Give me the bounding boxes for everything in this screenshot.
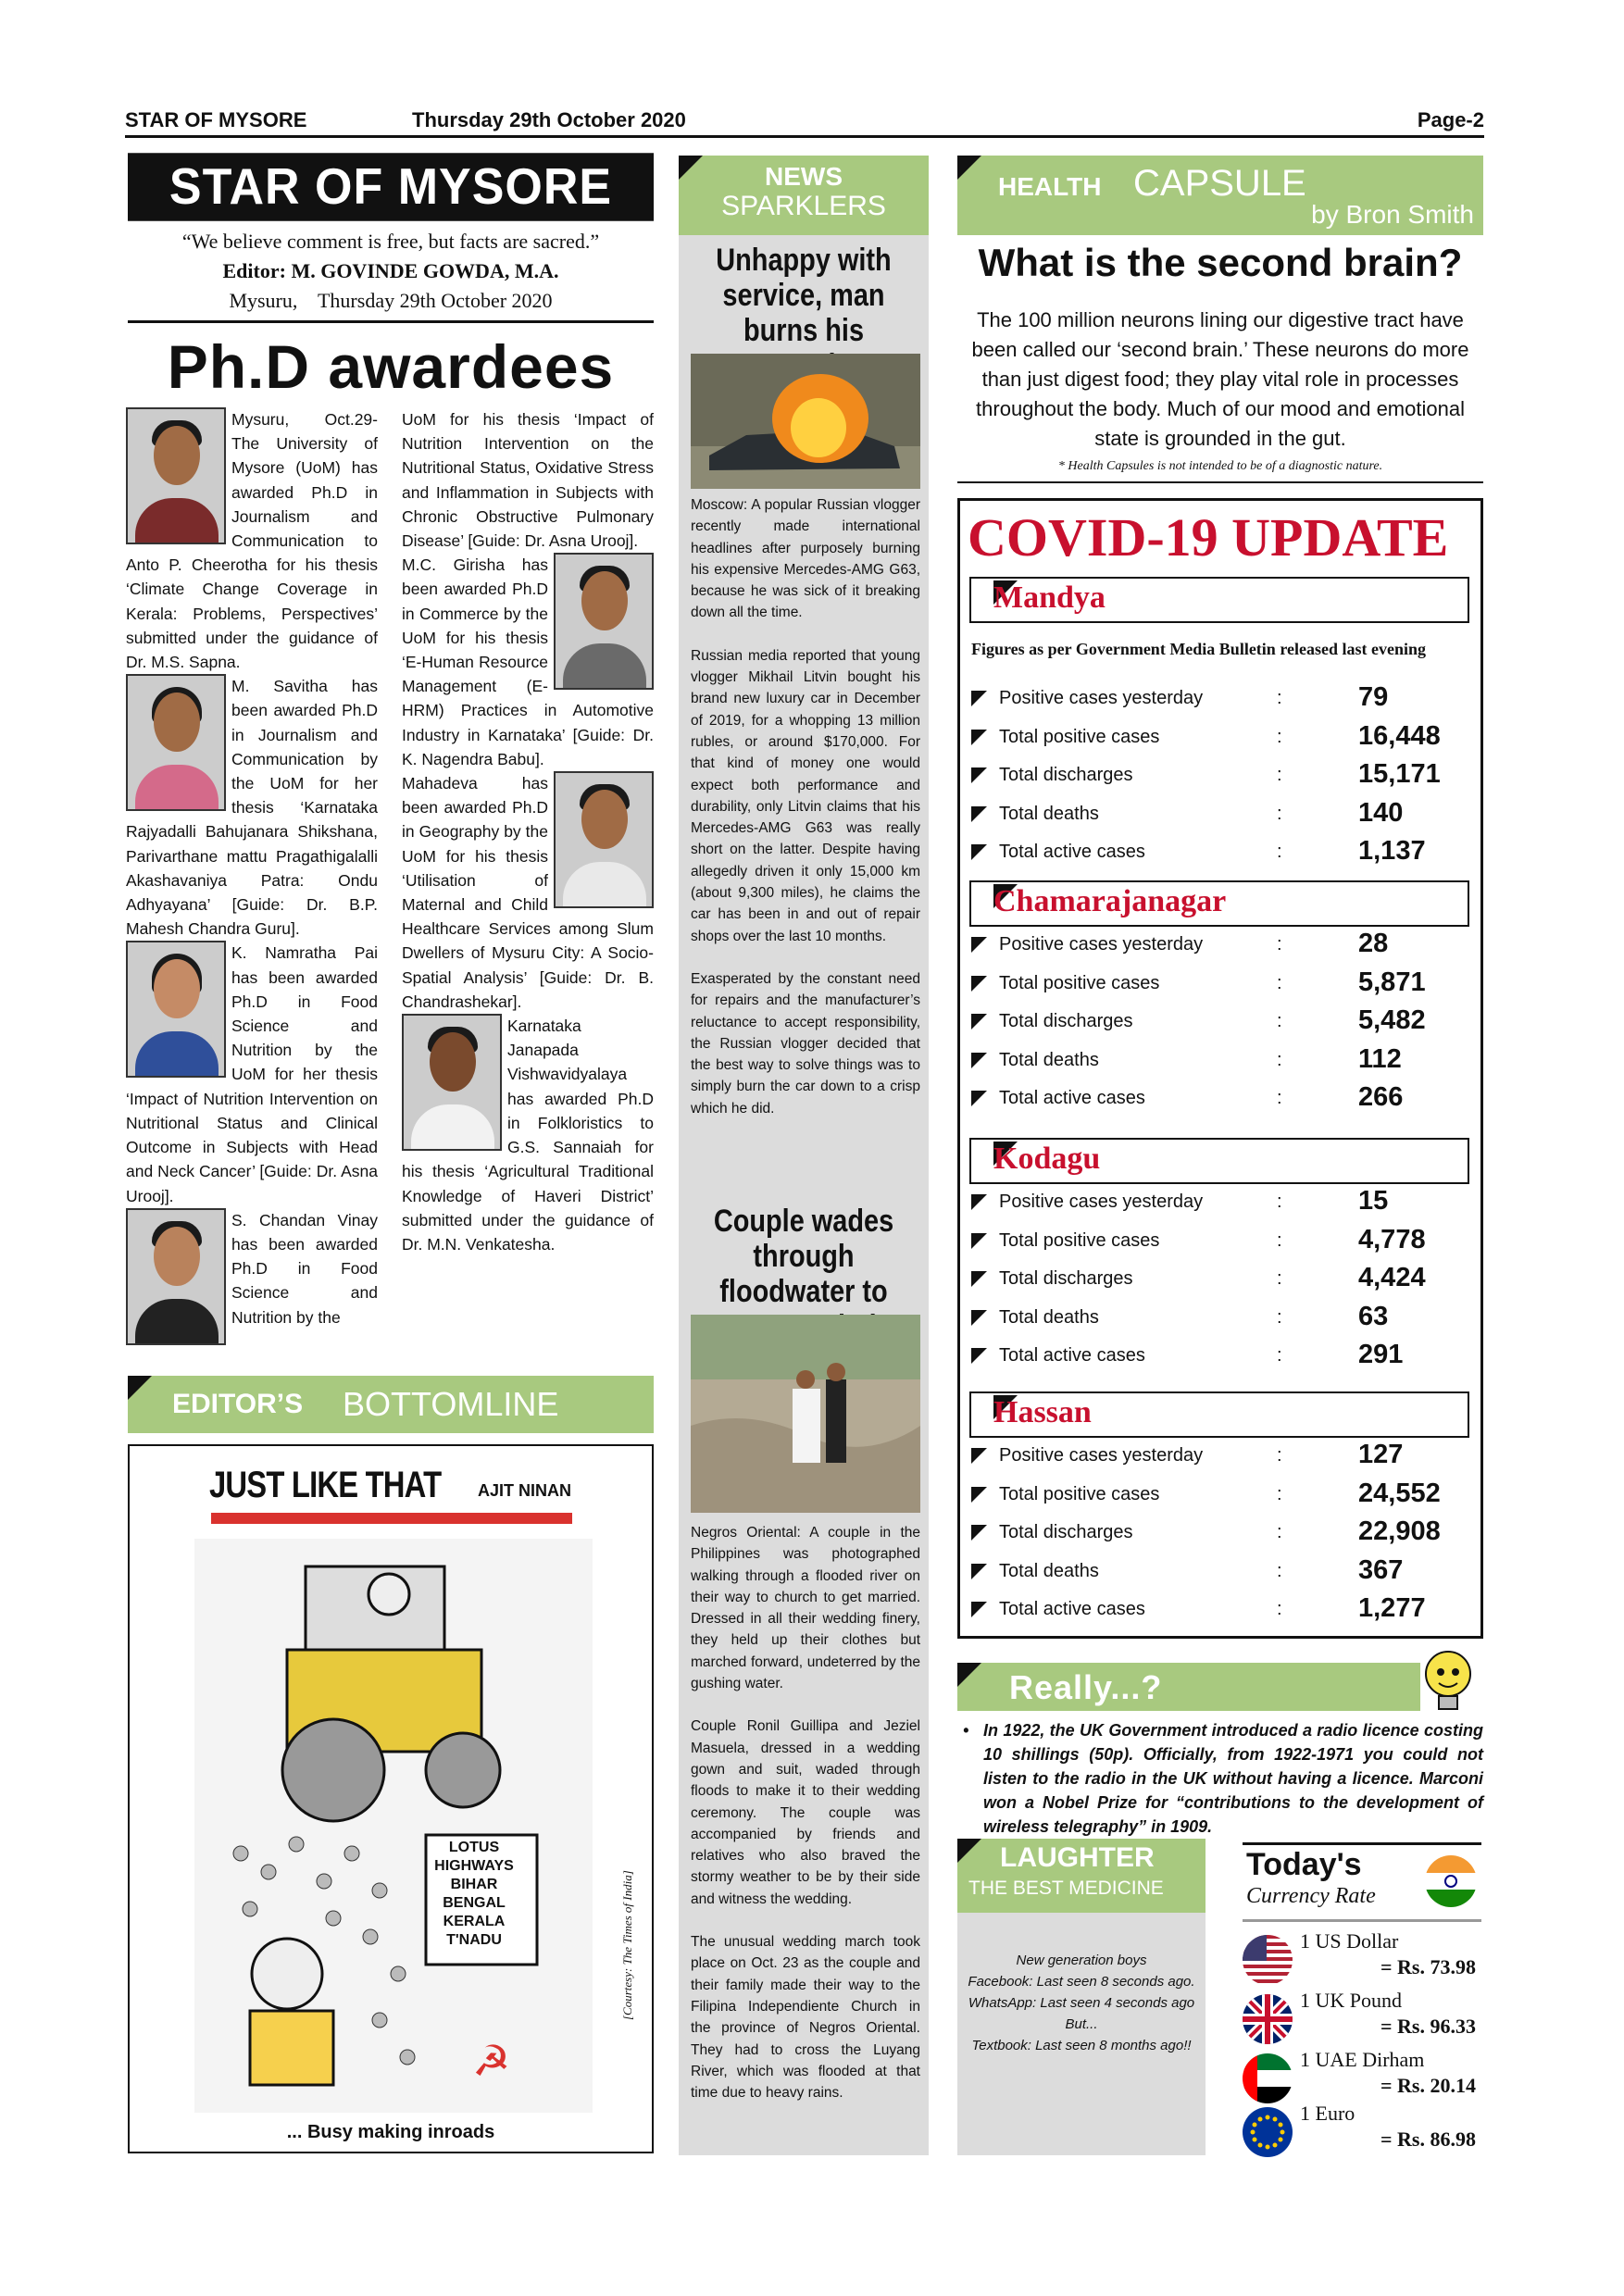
row-triangle-icon <box>971 806 987 822</box>
district-name: Kodagu <box>993 1142 1101 1176</box>
cartoon-red-rule <box>211 1513 572 1524</box>
covid-label: Total discharges <box>999 1011 1133 1031</box>
uk-flag-icon <box>1243 1994 1293 2044</box>
cartoon-caption: ... Busy making inroads <box>286 2122 495 2142</box>
banner-bold-text: EDITOR’S <box>172 1389 304 1419</box>
district-box-mandya <box>969 577 1469 623</box>
covid-value: 266 <box>1358 1082 1404 1112</box>
phd-entry: S. Chandan Vinay has been awarded Ph.D in Food Science and Nutrition by the <box>126 1208 378 1329</box>
eu-flag-icon <box>1243 2107 1293 2157</box>
story2-headline: Couple wades through floodwater to <box>713 1204 894 1309</box>
district-box-kodagu <box>969 1138 1469 1184</box>
phd-entry: M.C. Girisha has been awarded Ph.D in Commerce by the UoM for his thesis ‘E-Human Resource Management (E-HRM) Practices in Automotive Industry in Karnataka’ [Guide: Dr. K. Nagendra Babu]. <box>402 553 654 771</box>
covid-row <box>971 1044 1471 1078</box>
row-triangle-icon <box>971 1448 987 1464</box>
corner-triangle-icon <box>128 1376 152 1400</box>
covid-colon: : <box>1277 1599 1282 1619</box>
laughter-title: LAUGHTER <box>1000 1842 1155 1873</box>
story-paragraph: Couple Ronil Guillipa and Jeziel Masuela, dressed in a wedding gown and suit, waded through floods to make it to their wedding ceremony. The couple was accompanied by friends and relatives who also braved the stormy weather to be by their side and witness the wedding. <box>691 1718 920 1907</box>
covid-row <box>971 929 1471 962</box>
currency-rate: = Rs. 86.98 <box>1380 2128 1476 2151</box>
currency-header <box>1243 1842 1481 1922</box>
district-name: Chamarajanagar <box>993 884 1227 918</box>
covid-colon: : <box>1277 1229 1282 1251</box>
corner-triangle-icon <box>957 156 981 180</box>
covid-value: 1,277 <box>1358 1593 1426 1623</box>
covid-row <box>971 1479 1471 1512</box>
row-triangle-icon <box>971 1525 987 1541</box>
currency-name: 1 UK Pound <box>1300 1989 1403 2012</box>
phd-column-1 <box>126 407 378 1361</box>
currency-rate: = Rs. 20.14 <box>1380 2074 1476 2097</box>
row-triangle-icon <box>971 691 987 706</box>
story2-body <box>691 1522 920 2103</box>
row-triangle-icon <box>971 1348 987 1364</box>
currency-name: 1 Euro <box>1300 2102 1355 2125</box>
covid-label: Total positive cases <box>999 972 1160 993</box>
covid-colon: : <box>1277 803 1282 824</box>
district-box-hassan <box>969 1391 1469 1438</box>
covid-colon: : <box>1277 1306 1282 1328</box>
covid-colon: : <box>1277 934 1282 955</box>
currency-title: Today's <box>1246 1847 1362 1882</box>
covid-value: 79 <box>1358 682 1389 712</box>
story-paragraph: The unusual wedding march took place on Oct. 23 as the couple and their family made their way to the Filipina Independiente Church in the province of Negros Oriental. They had to cross the Luyang River, which was flooded at that time due to heavy rains. <box>691 1934 920 2102</box>
joke-line: Facebook: Last seen 8 seconds ago. <box>968 1974 1195 1990</box>
covid-value: 127 <box>1358 1440 1404 1469</box>
row-triangle-icon <box>971 1310 987 1326</box>
covid-update-box <box>957 498 1483 1639</box>
covid-row <box>971 1340 1471 1373</box>
covid-value: 291 <box>1358 1340 1404 1369</box>
lightbulb-icon <box>1411 1644 1485 1718</box>
row-triangle-icon <box>971 844 987 860</box>
divider <box>957 481 1483 483</box>
laughter-banner <box>957 1839 1206 1913</box>
covid-colon: : <box>1277 765 1282 785</box>
currency-name: 1 US Dollar <box>1300 1929 1399 1953</box>
covid-label: Total active cases <box>999 1088 1145 1108</box>
wedding-flood-photo <box>691 1315 920 1513</box>
really-title: Really...? <box>1009 1668 1163 1706</box>
covid-title: COVID-19 UPDATE <box>968 507 1449 568</box>
covid-value: 22,908 <box>1358 1516 1441 1546</box>
joke-line: But... <box>1065 2016 1098 2032</box>
health-capsule-banner <box>957 156 1483 235</box>
covid-label: Positive cases yesterday <box>999 688 1204 708</box>
currency-row-aed <box>1243 2046 1481 2103</box>
photo-chandan <box>126 1208 226 1345</box>
covid-label: Total deaths <box>999 803 1099 824</box>
district-name: Mandya <box>993 580 1106 615</box>
currency-row-gbp <box>1243 1987 1481 2044</box>
phd-column-2 <box>402 407 654 1361</box>
banner-light-text: BOTTOMLINE <box>343 1385 559 1423</box>
phd-entry: Mahadeva has been awarded Ph.D in Geography by the UoM for his thesis ‘Utilisation of Maternal and Child Healthcare Services among Slum Dwellers of Mysuru City: A Socio-Spatial Analysis’ [Guide: Dr. B. Chandrashekar]. <box>402 771 654 1014</box>
row-triangle-icon <box>971 976 987 992</box>
currency-name: 1 UAE Dirham <box>1300 2048 1425 2071</box>
masthead-editor: Editor: M. GOVINDE GOWDA, M.A. <box>222 259 559 282</box>
phd-entry: Mysuru, Oct.29- The University of Mysore (UoM) has awarded Ph.D in Journalism and Communication to Anto P. Cheerotha for his thesis ‘Climate Change Coverage in Kerala: Problems, Perspectives’ submitted under the guidance of Dr. M.S. Sapna. <box>126 407 378 674</box>
health-byline: by Bron Smith <box>1311 200 1474 229</box>
phd-entry: M. Savitha has been awarded Ph.D in Journalism and Communication by the UoM for her thesis ‘Karnataka Rajyadalli Bahujanara Shikshana, Parivarthane mattu Pragathigalalli Akashavaniya Patra: Ondu Adhyayana’ [Guide: Dr. B.P. Mahesh Chandra Guru]. <box>126 674 378 941</box>
covid-value: 15 <box>1358 1186 1389 1216</box>
covid-colon: : <box>1277 1445 1282 1466</box>
covid-colon: : <box>1277 972 1282 993</box>
cartoonist-name: AJIT NINAN <box>478 1481 572 1500</box>
burning-car-photo <box>691 354 920 489</box>
covid-row <box>971 721 1471 755</box>
covid-row <box>971 1263 1471 1296</box>
covid-colon: : <box>1277 1522 1282 1542</box>
covid-row <box>971 798 1471 831</box>
row-triangle-icon <box>971 767 987 783</box>
phd-entry: UoM for his thesis ‘Impact of Nutrition Intervention on the Nutritional Status, Oxidative Stress and Inflammation in Subjects with Chronic Obstructive Pulmonary Disease’ [Guide: Dr. Asna Urooj]. <box>402 410 654 551</box>
header-paper-name: STAR OF MYSORE <box>125 108 307 131</box>
laughter-subtitle: THE BEST MEDICINE <box>968 1878 1164 1899</box>
covid-value: 5,871 <box>1358 967 1426 997</box>
district-box-chamarajanagar <box>969 880 1469 927</box>
photo-savitha <box>126 674 226 811</box>
covid-label: Total deaths <box>999 1306 1099 1328</box>
cartoon-signboard: LOTUS HIGHWAYS BIHAR BENGAL KERALA T'NADU <box>434 1840 514 1948</box>
covid-row <box>971 1005 1471 1039</box>
covid-row <box>971 1516 1471 1550</box>
banner-light-text: CAPSULE <box>1133 163 1306 204</box>
story1-body <box>691 494 920 1119</box>
covid-row <box>971 1440 1471 1473</box>
banner-bold-text: HEALTH <box>998 172 1102 201</box>
currency-row-eur <box>1243 2100 1481 2157</box>
covid-row <box>971 1302 1471 1335</box>
covid-colon: : <box>1277 1192 1282 1212</box>
masthead-dateline: Mysuru, Thursday 29th October 2020 <box>229 289 553 312</box>
row-triangle-icon <box>971 1487 987 1503</box>
editors-bottomline-banner <box>128 1376 654 1433</box>
covid-colon: : <box>1277 1088 1282 1108</box>
banner-bold-text: NEWS <box>765 162 843 191</box>
photo-sannaiah <box>402 1014 502 1151</box>
covid-colon: : <box>1277 1345 1282 1366</box>
covid-value: 112 <box>1358 1043 1402 1074</box>
covid-label: Total active cases <box>999 842 1145 862</box>
page-header <box>125 105 1484 138</box>
covid-row <box>971 1186 1471 1219</box>
currency-rate: = Rs. 96.33 <box>1380 2015 1476 2038</box>
row-triangle-icon <box>971 937 987 953</box>
joke-line: New generation boys <box>1016 1953 1147 1968</box>
photo-namratha <box>126 941 226 1078</box>
covid-label: Total discharges <box>999 765 1133 785</box>
cartoon-illustration <box>194 1539 593 2113</box>
covid-row <box>971 682 1471 716</box>
really-fact-text: In 1922, the UK Government introduced a radio licence costing 10 shillings (50p). Officially, from 1922-1971 you could not listen to the radio in the UK without having a licence. Marconi won a Nobel Prize for “contributions to the development of wireless telegraphy” in 1909. <box>983 1721 1483 1836</box>
photo-anto <box>126 407 226 544</box>
corner-triangle-icon <box>679 156 703 180</box>
corner-triangle-icon <box>957 1839 981 1863</box>
currency-rate: = Rs. 73.98 <box>1380 1955 1476 1978</box>
photo-mahadeva <box>554 771 654 908</box>
story-paragraph: Moscow: A popular Russian vlogger recently made international headlines after purposely burning his expensive Mercedes-AMG G63, because he was sick of it breaking down all the time. <box>691 497 920 621</box>
row-triangle-icon <box>971 1053 987 1068</box>
covid-value: 4,424 <box>1358 1263 1426 1292</box>
covid-value: 140 <box>1358 797 1404 828</box>
covid-colon: : <box>1277 1268 1282 1289</box>
covid-label: Total positive cases <box>999 1483 1160 1504</box>
covid-label: Positive cases yesterday <box>999 934 1204 955</box>
header-date: Thursday 29th October 2020 <box>412 108 686 131</box>
health-note: * Health Capsules is not intended to be of a diagnostic nature. <box>1057 459 1383 473</box>
covid-colon: : <box>1277 1483 1282 1504</box>
currency-row-usd <box>1243 1928 1481 1985</box>
covid-row <box>971 967 1471 1001</box>
covid-value: 1,137 <box>1358 836 1426 866</box>
covid-row <box>971 1555 1471 1589</box>
joke-line: Textbook: Last seen 8 months ago!! <box>971 2038 1192 2053</box>
story-paragraph: Negros Oriental: A couple in the Philippines was photographed walking through a flooded river on their way to church to get married. Dressed in all their wedding finery, they held up their clothes but marched forward, undeterred by the gushing water. <box>691 1525 920 1692</box>
photo-girisha <box>554 553 654 690</box>
covid-label: Total active cases <box>999 1599 1145 1619</box>
story-paragraph: Exasperated by the constant need for repairs and the manufacturer’s reluctance to accept responsibility, the Russian vlogger decided that the best way to solve things was to simply burn the car down to a crisp which he did. <box>691 970 920 1117</box>
covid-colon: : <box>1277 726 1282 747</box>
covid-label: Total deaths <box>999 1049 1099 1070</box>
covid-label: Total discharges <box>999 1522 1133 1542</box>
really-fact <box>963 1718 1483 1839</box>
covid-label: Positive cases yesterday <box>999 1445 1204 1466</box>
row-triangle-icon <box>971 1091 987 1106</box>
corner-triangle-icon <box>957 1663 981 1687</box>
covid-label: Total deaths <box>999 1560 1099 1581</box>
story1-headline: Unhappy with service, man burns his <box>716 243 892 348</box>
covid-label: Positive cases yesterday <box>999 1192 1204 1212</box>
banner-light-text: SPARKLERS <box>721 191 886 221</box>
joke-line: WhatsApp: Last seen 4 seconds ago <box>968 1995 1195 2011</box>
uae-flag-icon <box>1243 2053 1293 2103</box>
row-triangle-icon <box>971 1233 987 1249</box>
row-triangle-icon <box>971 1014 987 1029</box>
row-triangle-icon <box>971 1194 987 1210</box>
covid-row <box>971 1593 1471 1627</box>
covid-row <box>971 1225 1471 1258</box>
covid-value: 16,448 <box>1358 720 1441 751</box>
covid-value: 5,482 <box>1358 1005 1426 1035</box>
covid-colon: : <box>1277 1560 1282 1581</box>
phd-entry: Karnataka Janapada Vishwavidyalaya has awarded Ph.D in Folkloristics to G.S. Sannaiah for his thesis ‘Agricultural Traditional Knowledge of Haveri District’ submitted under the guidance of Dr. M.N. Venkatesha. <box>402 1014 654 1256</box>
india-flag-icon <box>1424 1854 1478 1908</box>
health-body: The 100 million neurons lining our digestive tract have been called our ‘second brain.’ These neurons do more than just digest food; they play vital role in processes throughout the body. Much of our mood and emotional state is grounded in the gut. <box>971 308 1469 450</box>
covid-row <box>971 759 1471 792</box>
bullet-icon: • <box>963 1721 969 1740</box>
covid-value: 24,552 <box>1358 1478 1441 1508</box>
cartoon-courtesy: [Courtesy: The Times of India] <box>620 1870 634 2020</box>
covid-value: 4,778 <box>1358 1224 1426 1254</box>
phd-entry: K. Namratha Pai has been awarded Ph.D in Food Science and Nutrition by the UoM for her thesis ‘Impact of Nutrition Intervention on Nutritional Status and Clinical Outcome in Subjects with Head and Neck Cancer’ [Guide: Dr. Asna Urooj]. <box>126 941 378 1207</box>
really-banner <box>957 1663 1420 1711</box>
covid-colon: : <box>1277 1011 1282 1031</box>
row-triangle-icon <box>971 1271 987 1287</box>
covid-colon: : <box>1277 1049 1282 1070</box>
covid-value: 15,171 <box>1358 759 1441 789</box>
row-triangle-icon <box>971 1602 987 1617</box>
covid-subtitle: Figures as per Government Media Bulletin released last evening <box>971 640 1426 658</box>
row-triangle-icon <box>971 1564 987 1579</box>
covid-value: 63 <box>1358 1301 1389 1331</box>
us-flag-icon <box>1243 1935 1293 1985</box>
covid-label: Total positive cases <box>999 1229 1160 1251</box>
story-paragraph: Russian media reported that young vlogger Mikhail Litvin bought his brand new luxury car in December of 2019, for a whopping 13 million rubles, or around $170,000. For that kind of money one would expect both performance and durability, only Litvin claims that his Mercedes-AMG G63 was really short on the latter. Despite having allegedly driven it only 15,000 km (about 9,300 miles), he claims the car has been in and out of repair shops over the last 10 months. <box>691 647 920 944</box>
covid-label: Total positive cases <box>999 726 1160 747</box>
covid-row <box>971 836 1471 869</box>
covid-value: 28 <box>1358 929 1389 958</box>
district-name: Hassan <box>993 1395 1092 1429</box>
health-title: What is the second brain? <box>978 241 1463 284</box>
divider <box>128 320 654 323</box>
phd-headline: Ph.D awardees <box>167 332 615 401</box>
currency-subtitle: Currency Rate <box>1246 1884 1376 1908</box>
covid-row <box>971 1082 1471 1116</box>
masthead-logo: STAR OF MYSORE <box>128 153 654 221</box>
svg-text:☭: ☭ <box>472 2036 511 2086</box>
covid-label: Total active cases <box>999 1345 1145 1366</box>
laughter-joke <box>967 1950 1196 2056</box>
masthead-quote: “We believe comment is free, but facts are sacred.” <box>181 230 600 253</box>
news-sparklers-banner <box>679 156 929 235</box>
cartoon-frame <box>128 1444 654 2153</box>
covid-label: Total discharges <box>999 1268 1133 1289</box>
covid-colon: : <box>1277 842 1282 862</box>
cartoon-title: JUST LIKE THAT <box>209 1465 442 1505</box>
covid-colon: : <box>1277 688 1282 708</box>
header-page-number: Page-2 <box>1417 108 1484 131</box>
row-triangle-icon <box>971 730 987 745</box>
covid-value: 367 <box>1358 1554 1404 1585</box>
masthead-tagline <box>128 227 654 316</box>
